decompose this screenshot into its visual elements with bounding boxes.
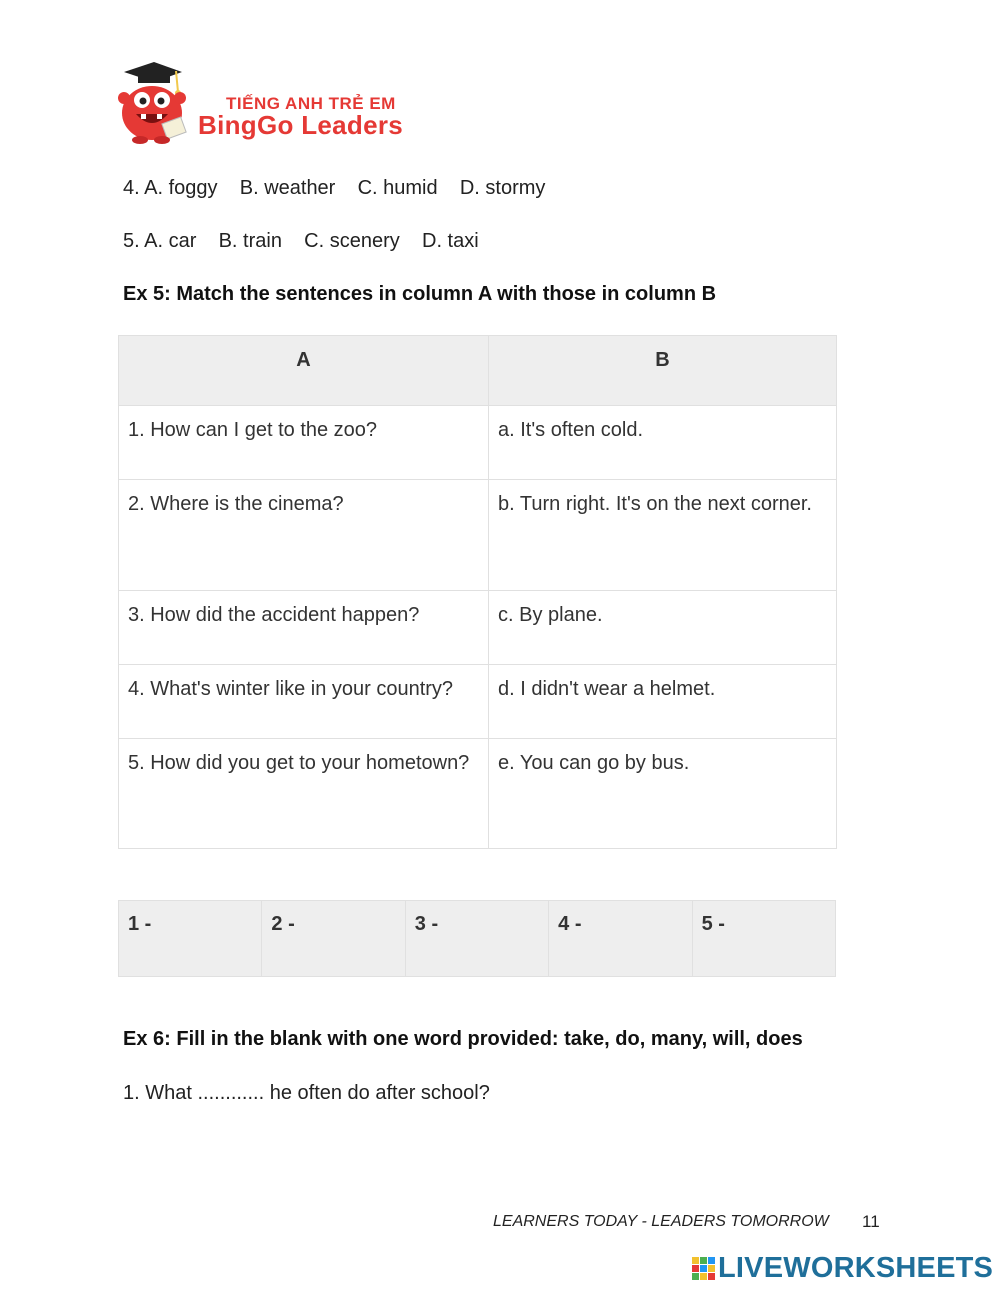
table-row bbox=[119, 406, 837, 480]
column-b-cell: e. You can go by bus. bbox=[489, 739, 837, 849]
answer-cell[interactable]: 4 - bbox=[549, 901, 692, 977]
question-line: 5. A. car B. train C. scenery D. taxi bbox=[123, 230, 479, 252]
monster-mascot-icon bbox=[116, 58, 194, 150]
table-row bbox=[119, 591, 837, 665]
logo-title: BingGo Leaders bbox=[198, 110, 404, 140]
table-row bbox=[119, 739, 837, 849]
question-line: 4. A. foggy B. weather C. humid D. stormy bbox=[123, 177, 546, 199]
column-a-header: A bbox=[119, 336, 489, 406]
liveworksheets-watermark bbox=[690, 1252, 994, 1288]
table-row bbox=[119, 665, 837, 739]
answer-cell[interactable]: 5 - bbox=[692, 901, 835, 977]
answer-cell[interactable]: 3 - bbox=[405, 901, 548, 977]
ex5-heading: Ex 5: Match the sentences in column A with those in column B bbox=[123, 283, 717, 305]
watermark-text: LIVEWORKSHEETS bbox=[718, 1252, 994, 1284]
logo-subtitle: TIẾNG ANH TRẺ EM bbox=[226, 94, 396, 113]
answer-cell[interactable]: 2 - bbox=[262, 901, 405, 977]
column-b-cell: b. Turn right. It's on the next corner. bbox=[489, 480, 837, 591]
column-a-cell: 3. How did the accident happen? bbox=[119, 591, 489, 665]
table-row bbox=[119, 480, 837, 591]
column-a-cell: 4. What's winter like in your country? bbox=[119, 665, 489, 739]
question-line: 1. What ............ he often do after school? bbox=[123, 1082, 490, 1104]
ex6-heading: Ex 6: Fill in the blank with one word provided: take, do, many, will, does bbox=[123, 1028, 803, 1050]
match-table bbox=[118, 335, 837, 849]
column-a-cell: 1. How can I get to the zoo? bbox=[119, 406, 489, 480]
column-b-cell: d. I didn't wear a helmet. bbox=[489, 665, 837, 739]
column-b-cell: c. By plane. bbox=[489, 591, 837, 665]
column-a-cell: 2. Where is the cinema? bbox=[119, 480, 489, 591]
column-b-cell: a. It's often cold. bbox=[489, 406, 837, 480]
column-b-header: B bbox=[489, 336, 837, 406]
answer-table bbox=[118, 900, 836, 977]
brand-logo bbox=[116, 58, 436, 150]
answer-cell[interactable]: 1 - bbox=[119, 901, 262, 977]
table-header-row bbox=[119, 336, 837, 406]
footer-slogan: LEARNERS TODAY - LEADERS TOMORROW bbox=[493, 1213, 829, 1230]
answer-row bbox=[119, 901, 836, 977]
liveworksheets-logo-icon bbox=[692, 1257, 716, 1281]
column-a-cell: 5. How did you get to your hometown? bbox=[119, 739, 489, 849]
page-number: 11 bbox=[862, 1212, 880, 1231]
